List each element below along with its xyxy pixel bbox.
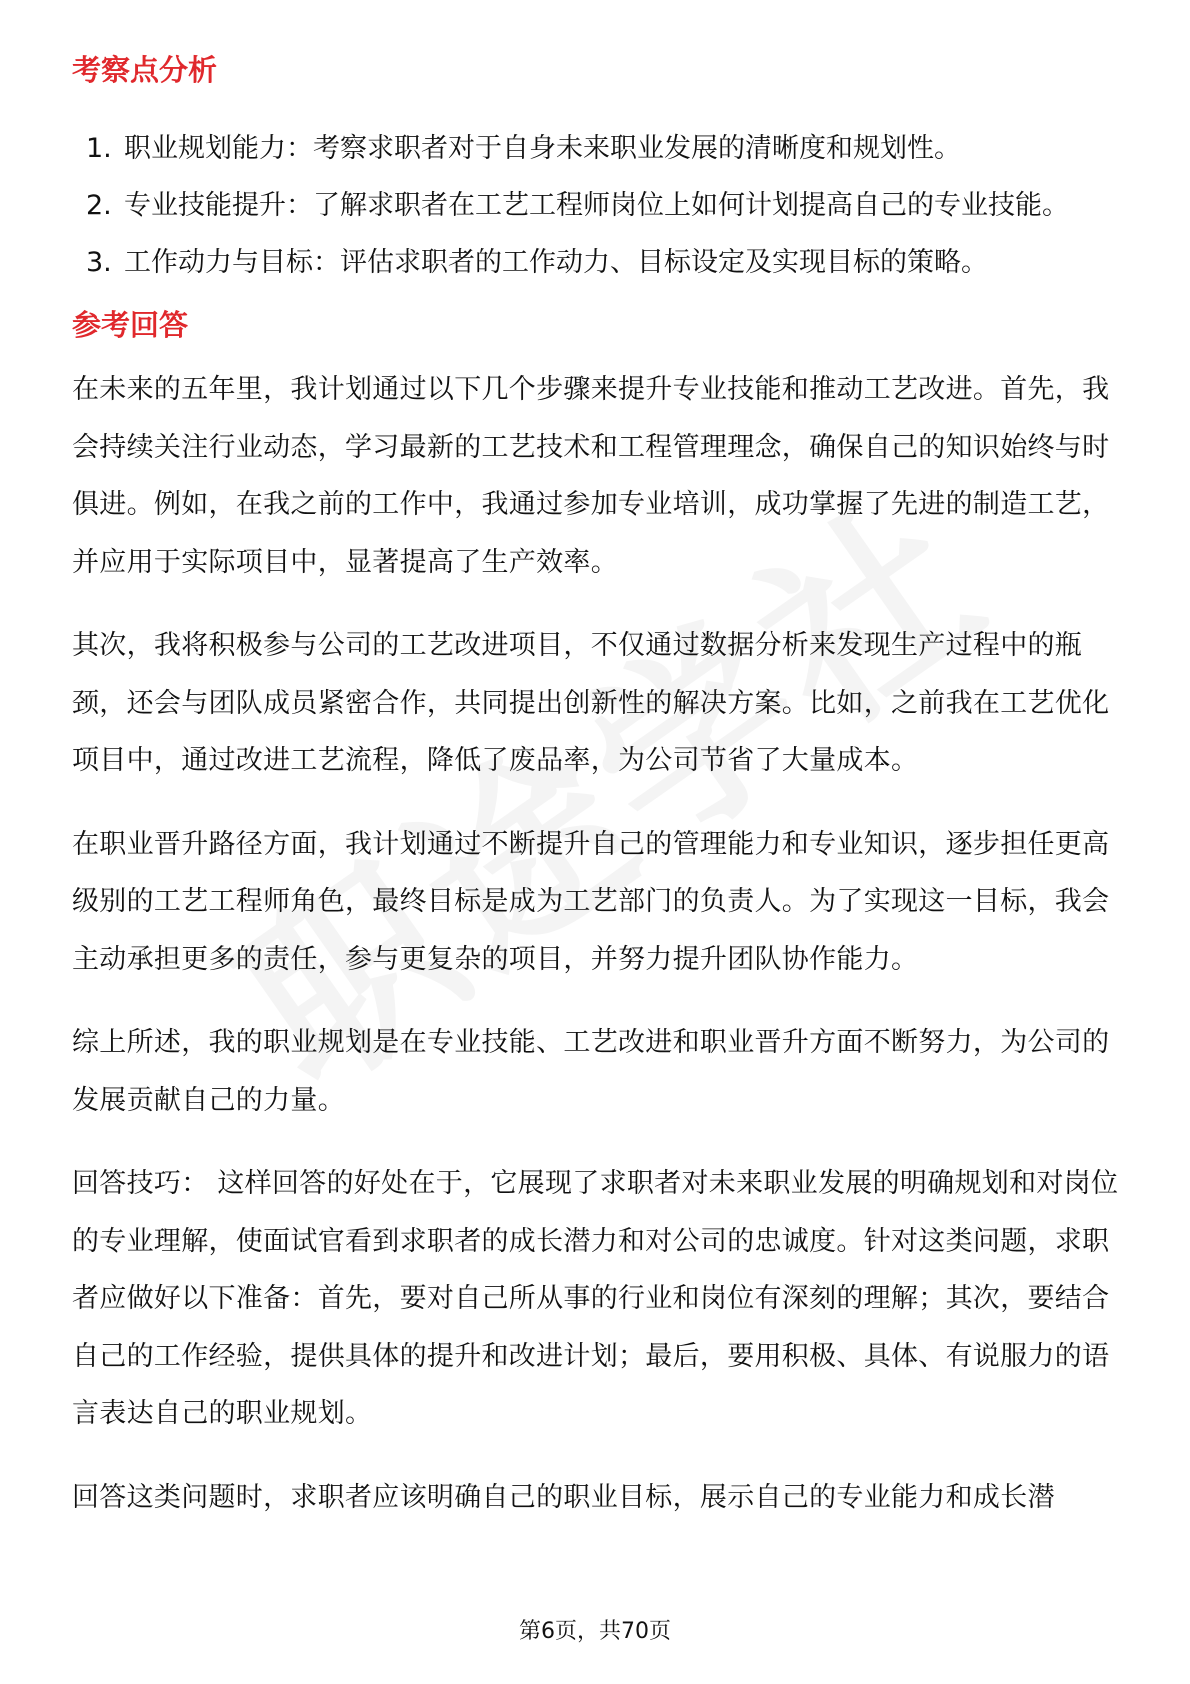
section-title-reference-answer: 参考回答 xyxy=(72,308,189,342)
list-item-text: 专业技能提升：了解求职者在工艺工程师岗位上如何计划提高自己的专业技能。 xyxy=(124,190,1069,221)
answer-paragraph: 回答这类问题时，求职者应该明确自己的职业目标，展示自己的专业能力和成长潜 xyxy=(72,1481,1055,1513)
page-content xyxy=(72,50,1122,1552)
answer-tips-paragraph: 回答技巧： 这样回答的好处在于，它展现了求职者对未来职业发展的明确规划和对岗位的专业理解，使面试官看到求职者的成长潜力和对公司的忠诚度。针对这类问题，求职者应做好以下准备：首先，要对自己所从事的行业和岗位有深刻的理解；其次，要结合自己的工作经验，提供具体的提升和改进计划；最后，要用积极、具体、有说服力的语言表达自己的职业规划。 xyxy=(72,1168,1119,1429)
answer-paragraph: 其次，我将积极参与公司的工艺改进项目，不仅通过数据分析来发现生产过程中的瓶颈，还会与团队成员紧密合作，共同提出创新性的解决方案。比如，之前我在工艺优化项目中，通过改进工艺流程，降低了废品率，为公司节省了大量成本。 xyxy=(72,630,1110,776)
list-item xyxy=(72,120,1122,177)
list-item xyxy=(72,177,1122,234)
list-number: 2. xyxy=(86,190,112,221)
section-title-analysis: 考察点分析 xyxy=(72,53,218,87)
list-item xyxy=(72,234,1122,291)
analysis-list xyxy=(72,120,1122,291)
answer-paragraph: 综上所述，我的职业规划是在专业技能、工艺改进和职业晋升方面不断努力，为公司的发展贡献自己的力量。 xyxy=(72,1027,1110,1116)
answer-paragraph: 在未来的五年里，我计划通过以下几个步骤来提升专业技能和推动工艺改进。首先，我会持续关注行业动态，学习最新的工艺技术和工程管理理念，确保自己的知识始终与时俱进。例如，在我之前的工作中，我通过参加专业培训，成功掌握了先进的制造工艺，并应用于实际项目中，显著提高了生产效率。 xyxy=(72,374,1110,578)
answer-paragraph: 在职业晋升路径方面，我计划通过不断提升自己的管理能力和专业知识，逐步担任更高级别的工艺工程师角色，最终目标是成为工艺部门的负责人。为了实现这一目标，我会主动承担更多的责任，参与更复杂的项目，并努力提升团队协作能力。 xyxy=(72,828,1110,975)
list-item-text: 职业规划能力：考察求职者对于自身未来职业发展的清晰度和规划性。 xyxy=(124,133,961,164)
page-number: 第6页，共70页 xyxy=(519,1619,671,1644)
list-item-text: 工作动力与目标：评估求职者的工作动力、目标设定及实现目标的策略。 xyxy=(124,247,988,278)
list-number: 1. xyxy=(86,133,112,164)
list-number: 3. xyxy=(86,247,112,278)
